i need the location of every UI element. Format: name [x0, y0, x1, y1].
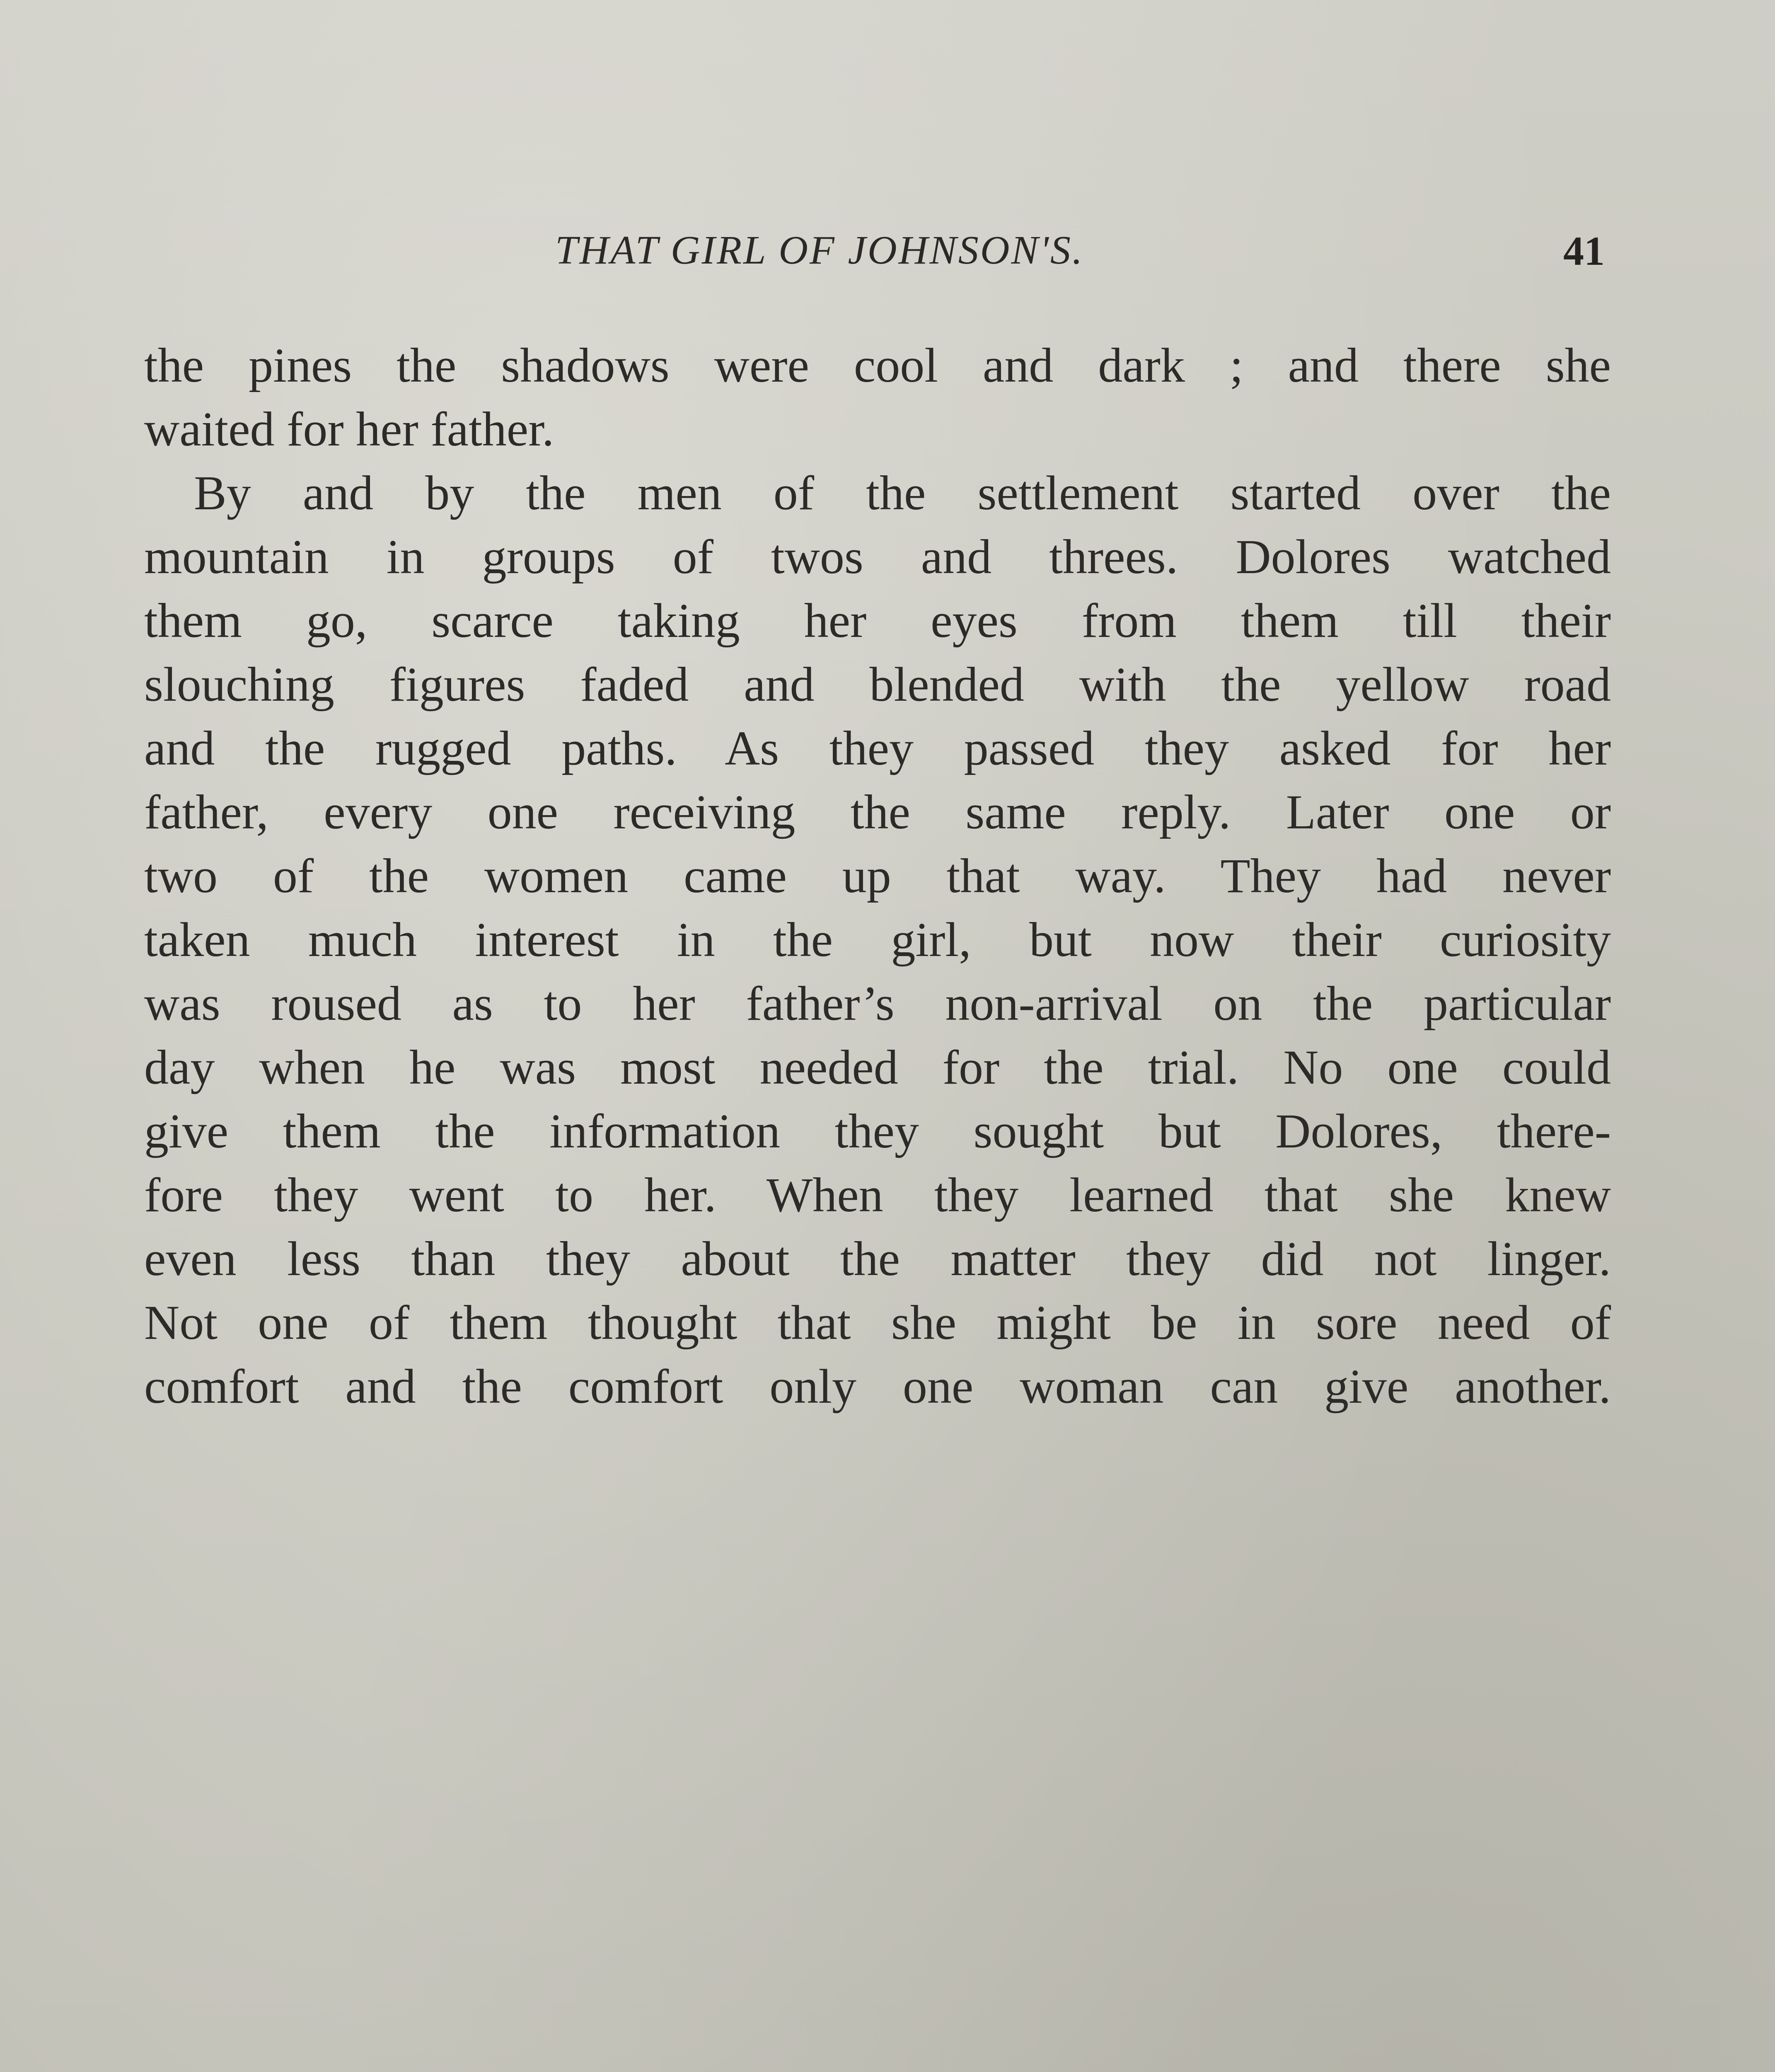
text-line: and the rugged paths. As they passed they asked for her — [144, 721, 1611, 775]
text-line: Not one of them thought that she might be in sore need of — [144, 1295, 1611, 1350]
text-line: even less than they about the matter they did not linger. — [144, 1232, 1611, 1286]
text-line: waited for her father. — [144, 402, 554, 456]
text-line: comfort and the comfort only one woman can give another. — [144, 1359, 1611, 1414]
page-number: 41 — [1563, 228, 1605, 274]
text-line: two of the women came up that way. They had never — [144, 849, 1611, 903]
text-line: the pines the shadows were cool and dark ; and there she — [144, 338, 1611, 392]
text-line: taken much interest in the girl, but now their curiosity — [144, 913, 1611, 967]
text-line: By and by the men of the settlement started over the — [194, 466, 1611, 520]
text-line: fore they went to her. When they learned that she knew — [144, 1168, 1611, 1222]
text-line: was roused as to her father’s non-arrival on the particular — [144, 976, 1611, 1031]
text-line: them go, scarce taking her eyes from them till their — [144, 593, 1611, 648]
running-head-title: THAT GIRL OF JOHNSON'S. — [555, 228, 1084, 273]
text-line: slouching figures faded and blended with the yellow road — [144, 657, 1611, 712]
text-line: day when he was most needed for the trial. No one could — [144, 1040, 1611, 1094]
text-line: mountain in groups of twos and threes. Dolores watched — [144, 530, 1611, 584]
text-line: father, every one receiving the same reply. Later one or — [144, 785, 1611, 839]
text-line: give them the information they sought but Dolores, there- — [144, 1104, 1611, 1158]
